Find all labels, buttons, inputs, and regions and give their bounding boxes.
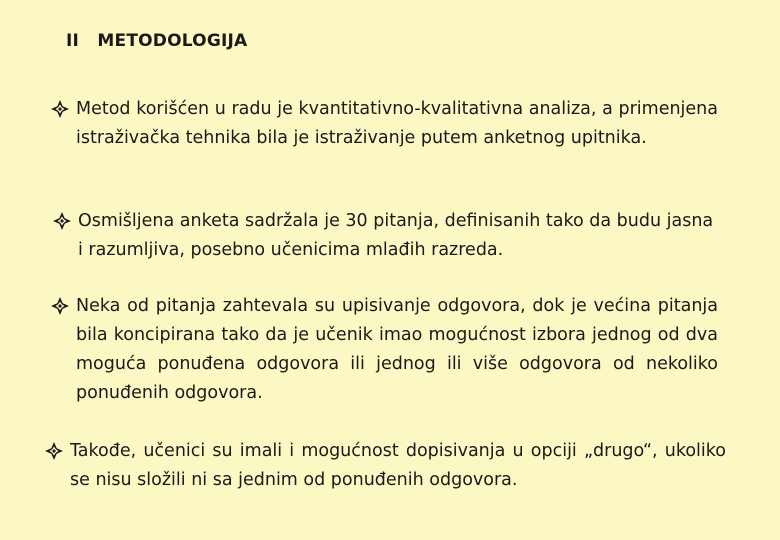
bullet-item [70,437,726,495]
bullet-text: Takođe, učenici su imali i mogućnost dopisivanja u opciji „drugo“, ukoliko se nisu složili ni sa jednim od ponuđenih odgovora. [70,441,726,490]
bullet-text: Metod korišćen u radu je kvantitativno-kvalitativna analiza, a primenjena istraživačka tehnika bila je istraživanje putem anketnog upitnika. [76,99,718,148]
diamond-bullet-icon [45,442,63,460]
diamond-bullet-icon [51,100,69,118]
diamond-bullet-icon [53,212,71,230]
bullet-text: Osmišljena anketa sadržala je 30 pitanja, definisanih tako da budu jasna i razumljiva, posebno učenicima mlađih razreda. [78,211,714,260]
bullet-item [76,292,718,408]
slide-title: II METODOLOGIJA [66,31,248,51]
bullet-text: Neka od pitanja zahtevala su upisivanje odgovora, dok je većina pitanja bila koncipirana tako da je učenik imao mogućnost izbora jednog od dva moguća ponuđena odgovora ili jednog ili više odgovora od nekoliko ponuđenih odgovora. [76,296,718,403]
diamond-bullet-icon [51,297,69,315]
bullet-item [78,207,720,265]
bullet-item [76,95,718,153]
